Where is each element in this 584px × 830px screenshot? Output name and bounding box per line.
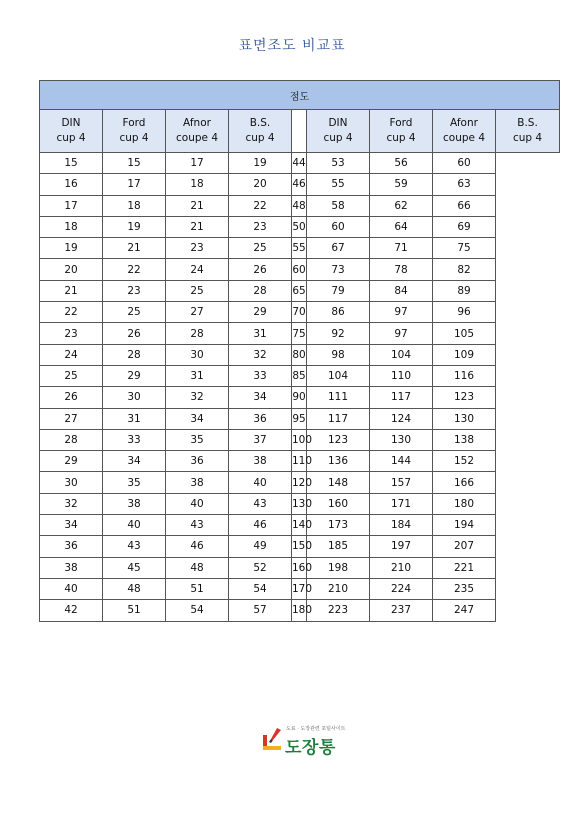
table-cell: 22 bbox=[40, 302, 103, 323]
table-cell: 38 bbox=[166, 472, 229, 493]
table-row bbox=[40, 451, 560, 472]
table-cell: 34 bbox=[166, 408, 229, 429]
table-row bbox=[40, 344, 560, 365]
table-row bbox=[40, 259, 560, 280]
table-row bbox=[40, 365, 560, 386]
table-cell: 46 bbox=[229, 515, 292, 536]
table-cell: 97 bbox=[370, 323, 433, 344]
column-header-name: Afnor bbox=[183, 117, 211, 129]
table-cell: 160 bbox=[307, 493, 370, 514]
table-cell: 57 bbox=[229, 600, 292, 621]
table-cell: 32 bbox=[166, 387, 229, 408]
table-cell: 221 bbox=[433, 557, 496, 578]
table-cell: 197 bbox=[370, 536, 433, 557]
column-header-unit: coupe 4 bbox=[176, 132, 218, 144]
table-row bbox=[40, 216, 560, 237]
table-cell: 32 bbox=[40, 493, 103, 514]
table-caption: 점도 bbox=[40, 81, 560, 110]
table-cell: 48 bbox=[292, 195, 307, 216]
table-row bbox=[40, 578, 560, 599]
table-cell: 116 bbox=[433, 365, 496, 386]
table-cell: 138 bbox=[433, 429, 496, 450]
table-cell: 17 bbox=[40, 195, 103, 216]
table-cell: 16 bbox=[40, 174, 103, 195]
table-cell: 210 bbox=[370, 557, 433, 578]
table-cell: 50 bbox=[292, 216, 307, 237]
table-cell: 18 bbox=[103, 195, 166, 216]
table-cell: 18 bbox=[40, 216, 103, 237]
column-header bbox=[166, 110, 229, 153]
table-cell: 21 bbox=[166, 195, 229, 216]
table-cell: 36 bbox=[166, 451, 229, 472]
table-cell: 25 bbox=[40, 365, 103, 386]
table-cell: 85 bbox=[292, 365, 307, 386]
table-cell: 23 bbox=[103, 280, 166, 301]
table-cell: 173 bbox=[307, 515, 370, 536]
column-header-name: Afonr bbox=[450, 117, 478, 129]
table-cell: 166 bbox=[433, 472, 496, 493]
table-body bbox=[40, 153, 560, 622]
table-cell: 46 bbox=[292, 174, 307, 195]
table-cell: 62 bbox=[370, 195, 433, 216]
table-cell: 15 bbox=[103, 153, 166, 174]
column-header bbox=[496, 110, 560, 153]
table-cell: 90 bbox=[292, 387, 307, 408]
page-title: 표면조도 비교표 bbox=[238, 38, 346, 54]
table-cell: 117 bbox=[370, 387, 433, 408]
table-cell: 136 bbox=[307, 451, 370, 472]
column-header-name: Ford bbox=[122, 117, 146, 129]
table-cell: 20 bbox=[229, 174, 292, 195]
column-header-name: Ford bbox=[389, 117, 413, 129]
table-row bbox=[40, 557, 560, 578]
table-cell: 33 bbox=[229, 365, 292, 386]
column-header bbox=[433, 110, 496, 153]
column-header-unit: cup 4 bbox=[245, 132, 275, 144]
table-cell: 55 bbox=[307, 174, 370, 195]
table-cell: 28 bbox=[103, 344, 166, 365]
table-cell: 71 bbox=[370, 238, 433, 259]
table-header-row bbox=[40, 110, 560, 153]
table-cell: 180 bbox=[433, 493, 496, 514]
table-cell: 60 bbox=[307, 216, 370, 237]
table-cell: 237 bbox=[370, 600, 433, 621]
table-cell: 180 bbox=[292, 600, 307, 621]
table-cell: 22 bbox=[229, 195, 292, 216]
column-header bbox=[40, 110, 103, 153]
table-cell: 30 bbox=[166, 344, 229, 365]
table-cell: 30 bbox=[40, 472, 103, 493]
table-cell: 130 bbox=[292, 493, 307, 514]
table-cell: 52 bbox=[229, 557, 292, 578]
viscosity-comparison-table bbox=[39, 80, 560, 622]
table-cell: 65 bbox=[292, 280, 307, 301]
table-cell: 31 bbox=[166, 365, 229, 386]
table-cell: 36 bbox=[229, 408, 292, 429]
table-cell: 184 bbox=[370, 515, 433, 536]
table-cell: 144 bbox=[370, 451, 433, 472]
table-cell: 40 bbox=[166, 493, 229, 514]
table-cell: 24 bbox=[166, 259, 229, 280]
table-cell: 18 bbox=[166, 174, 229, 195]
table-cell: 17 bbox=[103, 174, 166, 195]
table-cell: 17 bbox=[166, 153, 229, 174]
table-cell: 31 bbox=[103, 408, 166, 429]
table-cell: 21 bbox=[40, 280, 103, 301]
table-cell: 98 bbox=[307, 344, 370, 365]
table-cell: 54 bbox=[229, 578, 292, 599]
table-row bbox=[40, 238, 560, 259]
table-cell: 70 bbox=[292, 302, 307, 323]
table-cell: 150 bbox=[292, 536, 307, 557]
table-cell: 117 bbox=[307, 408, 370, 429]
table-row bbox=[40, 536, 560, 557]
table-cell: 26 bbox=[40, 387, 103, 408]
table-cell: 29 bbox=[103, 365, 166, 386]
table-cell: 44 bbox=[292, 153, 307, 174]
table-cell: 124 bbox=[370, 408, 433, 429]
table-cell: 27 bbox=[40, 408, 103, 429]
table-cell: 130 bbox=[370, 429, 433, 450]
table-cell: 28 bbox=[40, 429, 103, 450]
table-cell: 109 bbox=[433, 344, 496, 365]
table-cell: 23 bbox=[40, 323, 103, 344]
table-cell: 148 bbox=[307, 472, 370, 493]
table-cell: 32 bbox=[229, 344, 292, 365]
table-cell: 49 bbox=[229, 536, 292, 557]
column-header-unit: cup 4 bbox=[323, 132, 353, 144]
table-cell: 54 bbox=[166, 600, 229, 621]
table-row bbox=[40, 195, 560, 216]
table-cell: 75 bbox=[433, 238, 496, 259]
table-cell: 29 bbox=[229, 302, 292, 323]
table-cell: 60 bbox=[292, 259, 307, 280]
table-cell: 123 bbox=[433, 387, 496, 408]
table-cell: 25 bbox=[229, 238, 292, 259]
table-cell: 92 bbox=[307, 323, 370, 344]
table-cell: 53 bbox=[307, 153, 370, 174]
table-cell: 25 bbox=[166, 280, 229, 301]
table-cell: 82 bbox=[433, 259, 496, 280]
table-cell: 23 bbox=[229, 216, 292, 237]
table-cell: 45 bbox=[103, 557, 166, 578]
table-cell: 78 bbox=[370, 259, 433, 280]
table-cell: 19 bbox=[40, 238, 103, 259]
table-cell: 26 bbox=[229, 259, 292, 280]
table-cell: 95 bbox=[292, 408, 307, 429]
table-cell: 210 bbox=[307, 578, 370, 599]
table-cell: 110 bbox=[292, 451, 307, 472]
table-cell: 58 bbox=[307, 195, 370, 216]
table-row bbox=[40, 387, 560, 408]
table-cell: 75 bbox=[292, 323, 307, 344]
table-cell: 40 bbox=[229, 472, 292, 493]
table-cell: 79 bbox=[307, 280, 370, 301]
table-cell: 69 bbox=[433, 216, 496, 237]
table-cell: 37 bbox=[229, 429, 292, 450]
table-cell: 36 bbox=[40, 536, 103, 557]
table-cell: 40 bbox=[103, 515, 166, 536]
logo-tagline: 도료 · 도장관련 포털사이트 bbox=[286, 726, 346, 732]
column-header-unit: cup 4 bbox=[56, 132, 86, 144]
logo-name: 도장통 bbox=[285, 738, 336, 758]
table-cell: 22 bbox=[103, 259, 166, 280]
table-cell: 96 bbox=[433, 302, 496, 323]
table-row bbox=[40, 323, 560, 344]
table-cell: 31 bbox=[229, 323, 292, 344]
table-cell: 48 bbox=[166, 557, 229, 578]
table-cell: 97 bbox=[370, 302, 433, 323]
table-cell: 27 bbox=[166, 302, 229, 323]
table-cell: 60 bbox=[433, 153, 496, 174]
table-cell: 171 bbox=[370, 493, 433, 514]
table-cell: 104 bbox=[370, 344, 433, 365]
table-cell: 23 bbox=[166, 238, 229, 259]
table-cell: 43 bbox=[229, 493, 292, 514]
table-cell: 24 bbox=[40, 344, 103, 365]
column-gap bbox=[292, 110, 307, 153]
table-cell: 100 bbox=[292, 429, 307, 450]
table-cell: 43 bbox=[103, 536, 166, 557]
table-cell: 29 bbox=[40, 451, 103, 472]
column-header bbox=[370, 110, 433, 153]
table-cell: 35 bbox=[103, 472, 166, 493]
table-cell: 21 bbox=[103, 238, 166, 259]
table-cell: 51 bbox=[103, 600, 166, 621]
table-row bbox=[40, 280, 560, 301]
table-cell: 19 bbox=[103, 216, 166, 237]
table-cell: 38 bbox=[103, 493, 166, 514]
table-cell: 247 bbox=[433, 600, 496, 621]
site-logo bbox=[258, 722, 358, 756]
table-cell: 26 bbox=[103, 323, 166, 344]
table-cell: 25 bbox=[103, 302, 166, 323]
table-cell: 73 bbox=[307, 259, 370, 280]
column-header-name: B.S. bbox=[517, 117, 538, 129]
column-header-unit: cup 4 bbox=[512, 132, 543, 144]
table-cell: 235 bbox=[433, 578, 496, 599]
table-cell: 56 bbox=[370, 153, 433, 174]
table-cell: 224 bbox=[370, 578, 433, 599]
column-header bbox=[307, 110, 370, 153]
table-cell: 66 bbox=[433, 195, 496, 216]
table-cell: 34 bbox=[103, 451, 166, 472]
table-row bbox=[40, 174, 560, 195]
table-cell: 46 bbox=[166, 536, 229, 557]
table-cell: 89 bbox=[433, 280, 496, 301]
table-cell: 38 bbox=[229, 451, 292, 472]
table-cell: 223 bbox=[307, 600, 370, 621]
table-cell: 84 bbox=[370, 280, 433, 301]
table-cell: 104 bbox=[307, 365, 370, 386]
table-cell: 110 bbox=[370, 365, 433, 386]
table-row bbox=[40, 493, 560, 514]
table-row bbox=[40, 429, 560, 450]
column-header-unit: cup 4 bbox=[386, 132, 416, 144]
table-cell: 43 bbox=[166, 515, 229, 536]
table-cell: 64 bbox=[370, 216, 433, 237]
table-cell: 111 bbox=[307, 387, 370, 408]
table-cell: 48 bbox=[103, 578, 166, 599]
column-header bbox=[229, 110, 292, 153]
table-cell: 15 bbox=[40, 153, 103, 174]
table-row bbox=[40, 408, 560, 429]
table-cell: 123 bbox=[307, 429, 370, 450]
table-row bbox=[40, 515, 560, 536]
table-cell: 34 bbox=[229, 387, 292, 408]
table-cell: 105 bbox=[433, 323, 496, 344]
table-cell: 152 bbox=[433, 451, 496, 472]
table-cell: 28 bbox=[166, 323, 229, 344]
table-cell: 80 bbox=[292, 344, 307, 365]
paint-brush-logo-icon bbox=[262, 726, 284, 752]
table-cell: 140 bbox=[292, 515, 307, 536]
table-cell: 19 bbox=[229, 153, 292, 174]
table-cell: 55 bbox=[292, 238, 307, 259]
table-cell: 59 bbox=[370, 174, 433, 195]
table-cell: 33 bbox=[103, 429, 166, 450]
column-header-unit: cup 4 bbox=[119, 132, 149, 144]
table-row bbox=[40, 153, 560, 174]
column-header-unit: coupe 4 bbox=[443, 132, 485, 144]
table-row bbox=[40, 600, 560, 621]
table-row bbox=[40, 472, 560, 493]
column-header bbox=[103, 110, 166, 153]
table-cell: 51 bbox=[166, 578, 229, 599]
table-cell: 120 bbox=[292, 472, 307, 493]
table-row bbox=[40, 302, 560, 323]
table-cell: 38 bbox=[40, 557, 103, 578]
table-cell: 28 bbox=[229, 280, 292, 301]
table-cell: 185 bbox=[307, 536, 370, 557]
table-cell: 86 bbox=[307, 302, 370, 323]
table-cell: 207 bbox=[433, 536, 496, 557]
table-cell: 67 bbox=[307, 238, 370, 259]
table-cell: 157 bbox=[370, 472, 433, 493]
table-cell: 21 bbox=[166, 216, 229, 237]
table-cell: 30 bbox=[103, 387, 166, 408]
column-header-name: DIN bbox=[328, 117, 348, 129]
table-cell: 194 bbox=[433, 515, 496, 536]
table-cell: 63 bbox=[433, 174, 496, 195]
table-cell: 160 bbox=[292, 557, 307, 578]
table-cell: 130 bbox=[433, 408, 496, 429]
column-header-name: B.S. bbox=[249, 117, 271, 129]
table-cell: 34 bbox=[40, 515, 103, 536]
table-cell: 198 bbox=[307, 557, 370, 578]
column-header-name: DIN bbox=[61, 117, 81, 129]
table-cell: 40 bbox=[40, 578, 103, 599]
table-cell: 170 bbox=[292, 578, 307, 599]
table-cell: 35 bbox=[166, 429, 229, 450]
table-cell: 42 bbox=[40, 600, 103, 621]
table-cell: 20 bbox=[40, 259, 103, 280]
